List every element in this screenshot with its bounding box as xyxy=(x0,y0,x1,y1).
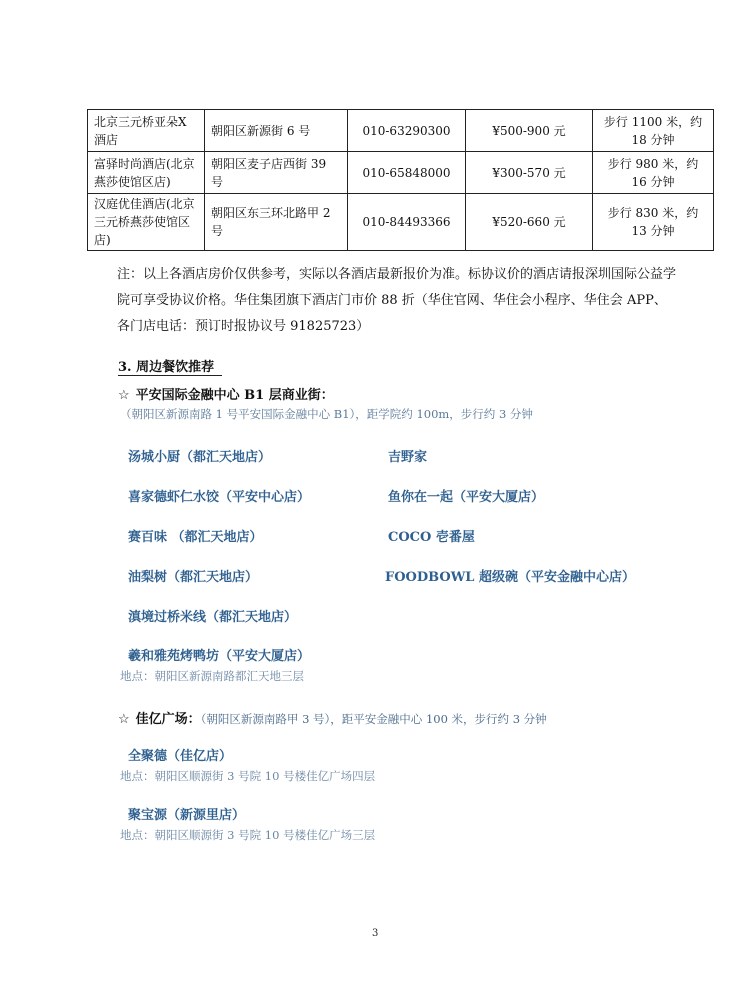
restaurant-item: 吉野家 xyxy=(388,450,428,465)
hotel-address: 朝阳区麦子店西街 39 号 xyxy=(205,152,348,194)
restaurant-item: 羲和雅苑烤鸭坊（平安大厦店） xyxy=(128,649,311,664)
hotel-price: ¥500-900 元 xyxy=(466,110,593,152)
table-row xyxy=(88,110,714,152)
star-icon: ☆ xyxy=(118,388,130,403)
venue-heading xyxy=(118,708,547,727)
restaurant-item: 鱼你在一起（平安大厦店） xyxy=(388,490,545,505)
hotel-phone: 010-84493366 xyxy=(348,194,466,251)
restaurant-item: 喜家德虾仁水饺（平安中心店） xyxy=(128,490,311,505)
restaurant-item: COCO 壱番屋 xyxy=(388,530,475,545)
restaurant-item: 聚宝源（新源里店） xyxy=(128,808,246,823)
venue-title: 平安国际金融中心 B1 层商业街： xyxy=(135,388,334,403)
restaurant-item: 滇境过桥米线（都汇天地店） xyxy=(128,610,298,625)
hotel-address: 朝阳区东三环北路甲 2 号 xyxy=(205,194,348,251)
hotel-name: 富驿时尚酒店(北京燕莎使馆区店) xyxy=(88,152,205,194)
restaurant-item: 汤城小厨（都汇天地店） xyxy=(128,450,272,465)
table-row xyxy=(88,194,714,251)
hotel-phone: 010-63290300 xyxy=(348,110,466,152)
restaurant-item: 赛百味 （都汇天地店） xyxy=(128,530,263,545)
table-row xyxy=(88,152,714,194)
venue-title: 佳亿广场： xyxy=(135,712,201,727)
hotel-phone: 010-65848000 xyxy=(348,152,466,194)
restaurant-item: 全聚德（佳亿店） xyxy=(128,749,233,764)
hotel-distance: 步行 830 米，约 13 分钟 xyxy=(593,194,714,251)
restaurant-item: FOODBOWL 超级碗（平安金融中心店） xyxy=(385,570,635,585)
hotel-distance: 步行 1100 米，约 18 分钟 xyxy=(593,110,714,152)
venue-location: （朝阳区新源南路 1 号平安国际金融中心 B1），距学院约 100m，步行约 3 分钟 xyxy=(120,407,533,421)
restaurant-location: 地点：朝阳区顺源街 3 号院 10 号楼佳亿广场三层 xyxy=(120,828,376,842)
hotel-price: ¥300-570 元 xyxy=(466,152,593,194)
restaurant-location: 地点：朝阳区顺源街 3 号院 10 号楼佳亿广场四层 xyxy=(120,769,376,783)
hotel-price: ¥520-660 元 xyxy=(466,194,593,251)
venue-location: （朝阳区新源南路甲 3 号），距平安金融中心 100 米，步行约 3 分钟 xyxy=(200,712,547,726)
hotel-name: 汉庭优佳酒店(北京三元桥燕莎使馆区店) xyxy=(88,194,205,251)
restaurant-location: 地点：朝阳区新源南路都汇天地三层 xyxy=(120,669,304,683)
hotel-table xyxy=(87,109,714,251)
star-icon: ☆ xyxy=(118,712,130,727)
hotel-distance: 步行 980 米，约 16 分钟 xyxy=(593,152,714,194)
page-number: 3 xyxy=(372,928,379,939)
venue-heading xyxy=(118,384,334,403)
price-note: 注：以上各酒店房价仅供参考，实际以各酒店最新报价为准。标协议价的酒店请报深圳国际公益学院可享受协议价格。华住集团旗下酒店门市价 88 折（华住官网、华住会小程序、华住会 APP、各门店电话：预订时报协议号 91825723） xyxy=(117,267,677,334)
section-title: 3. 周边餐饮推荐 xyxy=(118,356,222,376)
hotel-address: 朝阳区新源街 6 号 xyxy=(205,110,348,152)
hotel-name: 北京三元桥亚朵X酒店 xyxy=(88,110,205,152)
restaurant-item: 油梨树（都汇天地店） xyxy=(128,570,259,585)
